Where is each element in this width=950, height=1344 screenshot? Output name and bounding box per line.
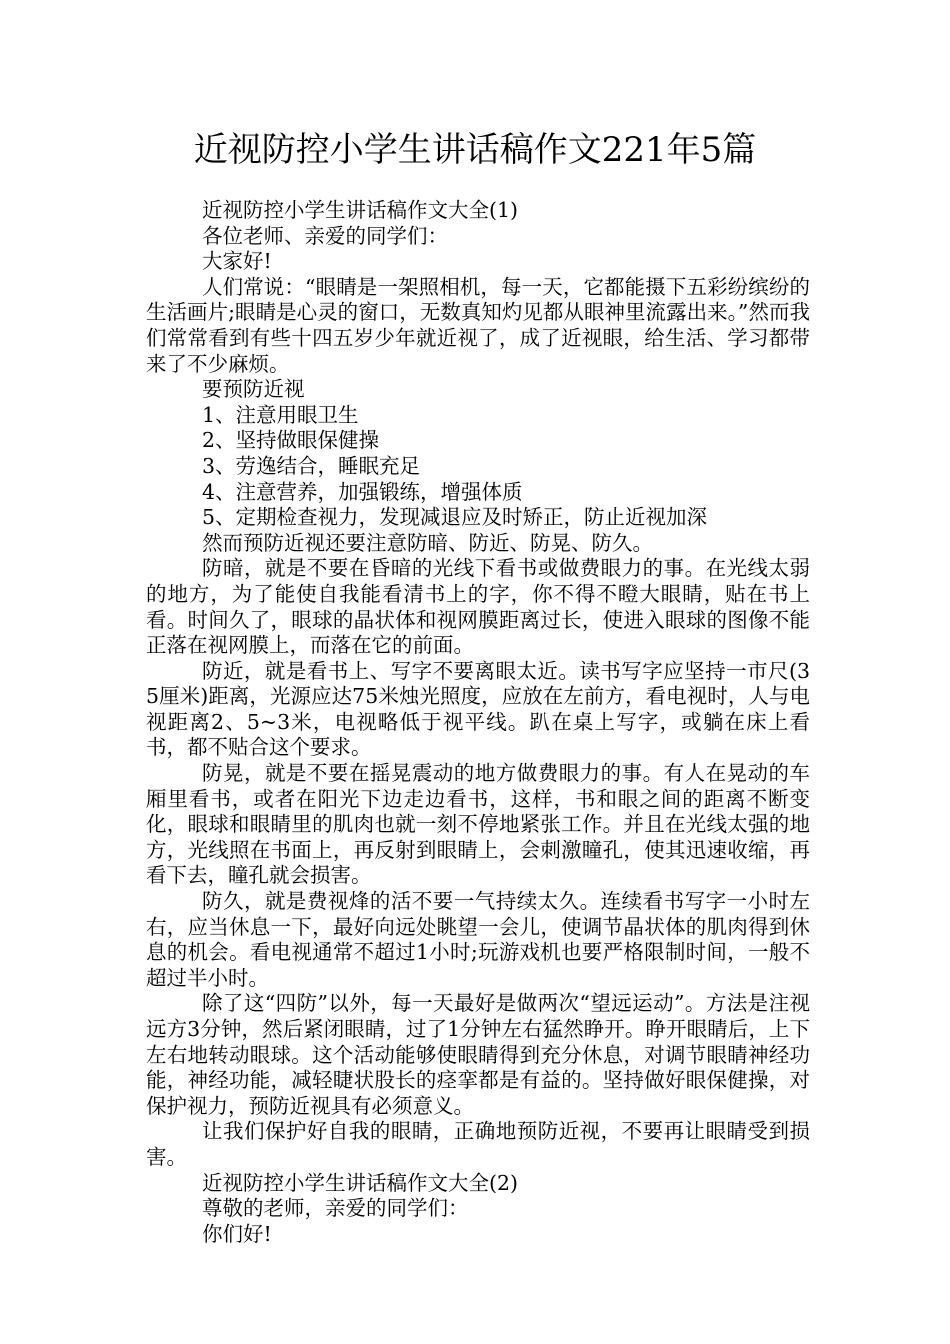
paragraph-prevent-shake: 防晃，就是不要在摇晃震动的地方做费眼力的事。有人在晃动的车厢里看书，或者在阳光下边走边看书，这样，书和眼之间的距离不断变化，眼球和眼睛里的肌肉也就一刻不停地紧张工作。并且在光线太强的地方，光线照在书面上，再反射到眼睛上，会刺激瞳孔，使其迅速收缩，再看下去，瞳孔就会损害。 (146, 761, 810, 888)
list-item-4: 4、注意营养，加强锻练，增强体质 (202, 479, 523, 504)
paragraph-four-preventions: 然而预防近视还要注意防暗、防近、防晃、防久。 (202, 530, 653, 555)
paragraph-prevent-dark: 防暗，就是不要在昏暗的光线下看书或做费眼力的事。在光线太弱的地方，为了能使自我能看清书上的字，你不得不瞪大眼睛，贴在书上看。时间久了，眼球的晶状体和视网膜距离过长，使进入眼球的图像不能正落在视网膜上，而落在它的前面。 (146, 556, 810, 658)
paragraph-essay-1-heading: 近视防控小学生讲话稿作文大全(1) (202, 198, 519, 222)
list-item-2: 2、坚持做眼保健操 (202, 428, 380, 453)
paragraph-greeting: 大家好! (202, 249, 272, 274)
paragraph-distance-exercise: 除了这“四防”以外，每一天最好是做两次“望远运动”。方法是注视远方3分钟，然后紧闭眼睛，过了1分钟左右猛然睁开。睁开眼睛后，上下左右地转动眼球。这个活动能够使眼睛得到充分休息，对调节眼睛神经功能，神经功能，减轻睫状股长的痉挛都是有益的。坚持做好眼保健操，对保护视力，预防近视具有必须意义。 (146, 991, 810, 1118)
paragraph-essay-2-heading: 近视防控小学生讲话稿作文大全(2) (202, 1170, 519, 1195)
paragraph-prevent-long: 防久，就是费视烽的活不要一气持续太久。连续看书写字一小时左右，应当休息一下，最好向远处眺望一会儿，使调节晶状体的肌肉得到休息的机会。看电视通常不超过1小时;玩游戏机也要严格限制时间，一般不超过半小时。 (146, 889, 810, 990)
list-item-3: 3、劳逸结合，睡眠充足 (202, 453, 421, 478)
paragraph-salutation: 各位老师、亲爱的同学们： (202, 223, 448, 248)
list-item-5: 5、定期检查视力，发现减退应及时矫正，防止近视加深 (202, 505, 708, 530)
list-item-1: 1、注意用眼卫生 (202, 402, 359, 427)
document-title: 近视防控小学生讲话稿作文221年5篇 (193, 130, 757, 170)
paragraph-prevention-heading: 要预防近视 (202, 377, 305, 402)
paragraph-greeting-2: 你们好! (202, 1221, 272, 1246)
paragraph-prevent-near: 防近，就是看书上、写字不要离眼太近。读书写字应坚持一市尺(35厘米)距离，光源应达75米烛光照度，应放在左前方，看电视时，人与电视距离2、5~3米，电视略低于视平线。趴在桌上写字，或躺在床上看书，都不贴合这个要求。 (146, 658, 810, 760)
paragraph-intro: 人们常说：“眼睛是一架照相机，每一天，它都能摄下五彩纷缤纷的生活画片;眼睛是心灵的窗口，无数真知灼见都从眼神里流露出来。”然而我们常常看到有些十四五岁少年就近视了，成了近视眼，给生活、学习都带来了不少麻烦。 (146, 274, 810, 376)
document-body (146, 198, 810, 1247)
paragraph-salutation-2: 尊敬的老师，亲爱的同学们： (202, 1196, 469, 1221)
paragraph-closing: 让我们保护好自我的眼睛，正确地预防近视，不要再让眼睛受到损害。 (146, 1119, 810, 1169)
